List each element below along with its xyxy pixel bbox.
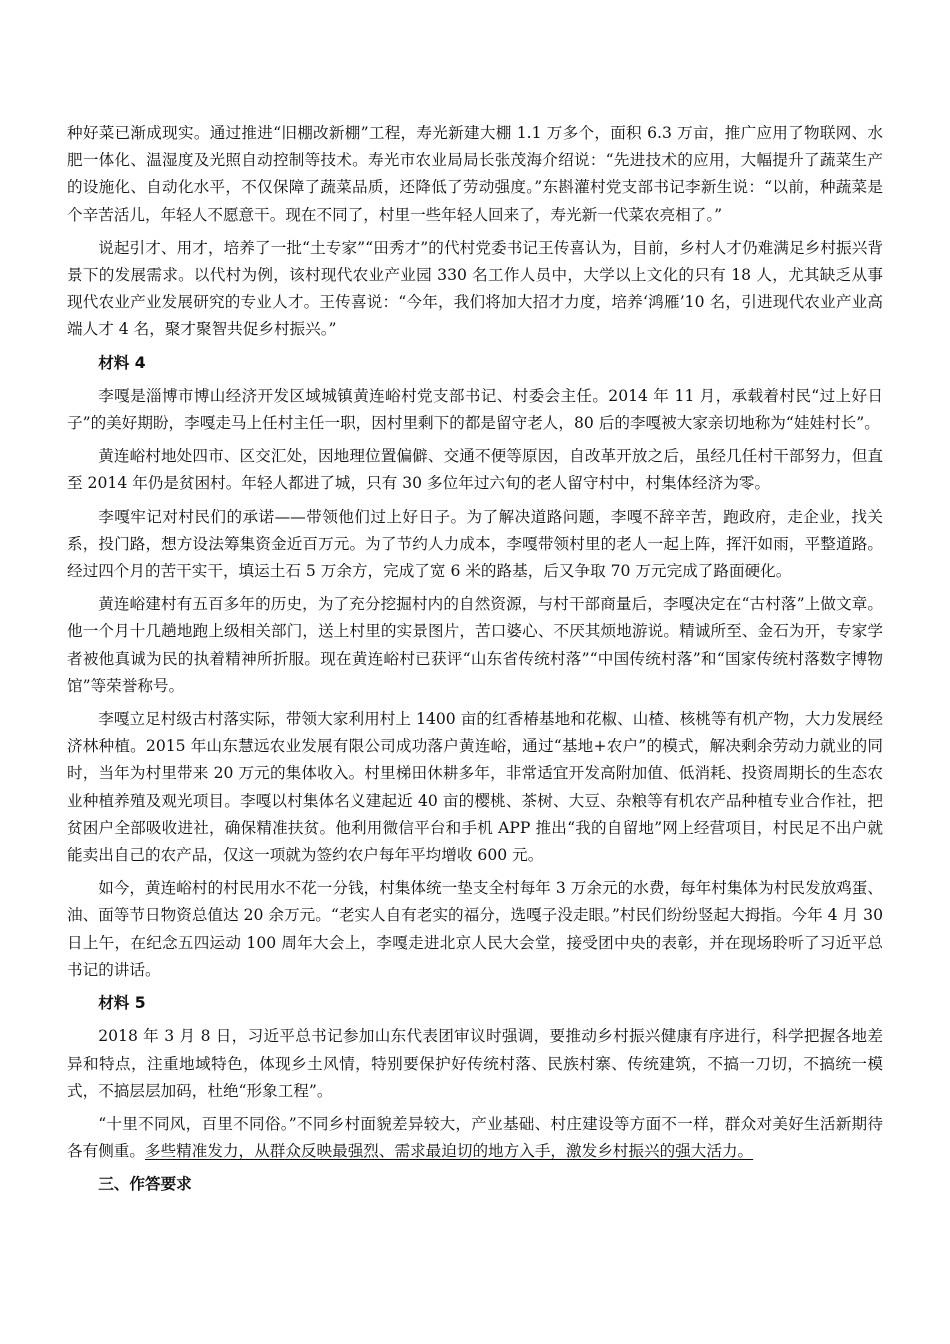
paragraph-customs-text: “十里不同风，百里不同俗。”不同乡村面貌差异较大，产业基础、村庄建设等方面不一样，群众对美好生活新期待各有侧重。 — [67, 1114, 883, 1161]
section-heading-material-5: 材料 5 — [98, 994, 146, 1013]
paragraph-xi-speech: 2018 年 3 月 8 日，习近平总书记参加山东代表团审议时强调，要推动乡村振兴健康有序进行，科学把握各地差异和特点，注重地域特色，体现乡土风情，特别要保护好传统村落、民族村寨、传统建筑，不搞一刀切，不搞统一模式，不搞层层加码，杜绝“形象工程”。 — [67, 1027, 883, 1100]
underlined-sentence: 多些精准发力，从群众反映最强烈、需求最迫切的地方入手，激发乡村振兴的强大活力。 — [144, 1142, 754, 1161]
paragraph-economic-forest: 李嘎立足村级古村落实际，带领大家利用村上 1400 亩的红香椿基地和花椒、山楂、核桃等有机产物，大力发展经济林种植。2015 年山东慧远农业发展有限公司成功落户黄连峪，通过“基地+农户”的模式，解决剩余劳动力就业的同时，当年为村里带来 20 万元的集体收入。村里梯田休耕多年，非常适宜开发高附加值、低消耗、投资周期长的生态农业种植养殖及观光项目。李嘎以村集体名义建起近 40 亩的樱桃、茶树、大豆、杂粮等有机农产品种植专业合作社，把贫困户全部吸收进社，确保精准扶贫。他利用微信平台和手机 APP 推出“我的自留地”网上经营项目，村民足不出户就能卖出自己的农产品，仅这一项就为签约农户每年平均增收 600 元。 — [67, 710, 883, 865]
paragraph-village-welfare: 如今，黄连峪村的村民用水不花一分钱，村集体统一垫支全村每年 3 万余元的水费，每年村集体为村民发放鸡蛋、油、面等节日物资总值达 20 余万元。“老实人自有老实的福分，选嘎子没走眼。”村民们纷纷竖起大拇指。今年 4 月 30 日上午，在纪念五四运动 100 周年大会上，李嘎走进北京人民大会堂，接受团中央的表彰，并在现场聆听了习近平总书记的讲话。 — [67, 879, 883, 979]
paragraph-huanglianyu-poverty: 黄连峪村地处四市、区交汇处，因地理位置偏僻、交通不便等原因，自改革开放之后，虽经几任村干部努力，但直至 2014 年仍是贫困村。年轻人都进了城，只有 30 多位年过六旬的老人留守村中，村集体经济为零。 — [67, 447, 883, 493]
paragraph-ancient-village: 黄连峪建村有五百多年的历史，为了充分挖掘村内的自然资源，与村干部商量后，李嘎决定在“古村落”上做文章。他一个月十几趟地跑上级相关部门，送上村里的实景图片，苦口婆心、不厌其烦地游说。精诚所至、金石为开，专家学者被他真诚为民的执着精神所折服。现在黄连峪村已获评“山东省传统村落”“中国传统村落”和“国家传统村落数字博物馆”等荣誉称号。 — [67, 595, 883, 695]
paragraph-talent-recruitment: 说起引才、用才，培养了一批“土专家”“田秀才”的代村党委书记王传喜认为，目前，乡村人才仍难满足乡村振兴背景下的发展需求。以代村为例，该村现代农业产业园 330 名工作人员中，大学以上文化的只有 18 人，尤其缺乏从事现代农业产业发展研究的专业人才。王传喜说：“今年，我们将加大招才力度，培养‘鸿雁’10 名，引进现代农业产业高端人才 4 名，聚才聚智共促乡村振兴。” — [67, 238, 883, 339]
document-page — [67, 120, 883, 1205]
section-heading-material-4: 材料 4 — [98, 353, 146, 372]
paragraph-customs-differ — [67, 1111, 883, 1165]
paragraph-shouguang-greenhouse: 种好菜已渐成现实。通过推进“旧棚改新棚”工程，寿光新建大棚 1.1 万多个，面积 6.3 万亩，推广应用了物联网、水肥一体化、温湿度及光照自动控制等技术。寿光市农业局局长张茂海介绍说：“先进技术的应用，大幅提升了蔬菜生产的设施化、自动化水平，不仅保障了蔬菜品质，还降低了劳动强度。”东斟灌村党支部书记李新生说：“以前，种蔬菜是个辛苦活儿，年轻人不愿意干。现在不同了，村里一些年轻人回来了，寿光新一代菜农亮相了。” — [67, 124, 883, 224]
paragraph-road-building: 李嘎牢记对村民们的承诺——带领他们过上好日子。为了解决道路问题，李嘎不辞辛苦，跑政府，走企业，找关系，投门路，想方设法筹集资金近百万元。为了节约人力成本，李嘎带领村里的老人一起上阵，挥汗如雨，平整道路。经过四个月的苦干实干，填运土石 5 万余方，完成了宽 6 米的路基，后又争取 70 万元完成了路面硬化。 — [67, 507, 883, 581]
section-heading-answer-requirements: 三、作答要求 — [98, 1175, 192, 1194]
paragraph-li-ga-intro: 李嘎是淄博市博山经济开发区域城镇黄连峪村党支部书记、村委会主任。2014 年 11 月，承载着村民“过上好日子”的美好期盼，李嘎走马上任村主任一职，因村里剩下的都是留守老人，80 后的李嘎被大家亲切地称为“娃娃村长”。 — [67, 386, 883, 433]
